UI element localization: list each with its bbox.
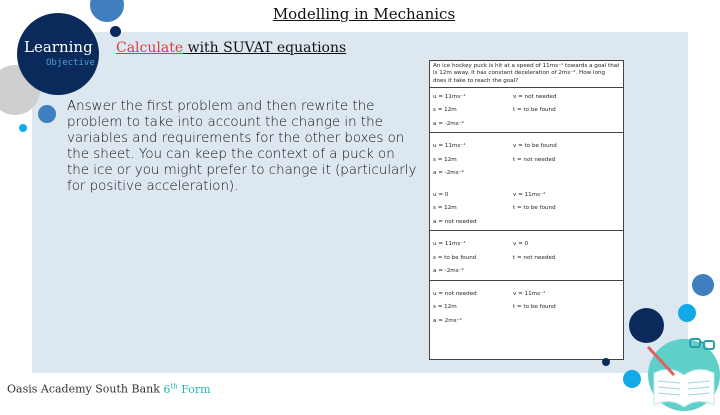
title-text: Modelling in Mechanics	[272, 5, 456, 23]
box1-s: s = 12m	[433, 107, 457, 114]
box3-a: a = not needed	[433, 218, 477, 225]
decor-circle-cyan-small	[19, 124, 27, 132]
box2-u: u = 11ms⁻¹	[433, 143, 466, 150]
box4-t: t = not needed	[513, 254, 556, 261]
footer-form	[163, 383, 210, 396]
box1-u: u = 11ms⁻¹	[433, 93, 466, 100]
instructions-text: Answer the first problem and then rewrite the problem to take into account the change in the variables and requirements for the other boxes on the sheet. You can keep the context of a puck on the ice or you might prefer to change it (particularly for positive acceleration).	[67, 99, 417, 194]
box1-t: t = to be found	[513, 107, 556, 114]
box3-u: u = 0	[433, 191, 449, 198]
footer-ordinal-sup: th	[170, 382, 178, 390]
box4-s: s = to be found	[433, 254, 477, 261]
box2-t: t = not needed	[513, 156, 556, 163]
suvat-box-4	[430, 231, 623, 281]
worksheet	[429, 60, 624, 360]
learning-objective-text	[116, 40, 346, 56]
decor-circle-blue-mid	[38, 105, 56, 123]
footer-ordinal: 6	[163, 382, 171, 396]
decor-circle-cyan-right	[678, 304, 696, 322]
box4-u: u = 11ms⁻¹	[433, 241, 466, 248]
objective-verb: Calculate	[116, 40, 184, 56]
box3-v: v = 11ms⁻¹	[513, 191, 546, 198]
box4-v: v = 0	[513, 241, 529, 248]
box3-s: s = 12m	[433, 205, 457, 212]
book-illustration-icon	[646, 335, 720, 411]
badge-learning-label: Learning	[24, 38, 93, 56]
box1-a: a = -2ms⁻²	[433, 120, 464, 127]
suvat-box-1	[430, 88, 623, 134]
page-title	[0, 5, 720, 23]
box5-u: u = not needed	[433, 290, 477, 297]
decor-circle-navy-dot	[602, 358, 610, 366]
badge-objective-label: Objective	[46, 58, 95, 68]
box5-s: s = 12m	[433, 304, 457, 311]
box2-s: s = 12m	[433, 156, 457, 163]
box5-t: t = to be found	[513, 304, 556, 311]
box2-v: v = to be found	[513, 143, 557, 150]
box4-a: a = -2ms⁻²	[433, 268, 464, 275]
box5-a: a = 2ms⁻²	[433, 317, 462, 324]
box5-v: v = 11ms⁻¹	[513, 290, 546, 297]
suvat-box-5	[430, 281, 623, 330]
decor-circle-cyan-bottom	[623, 370, 641, 388]
box3-t: t = to be found	[513, 205, 556, 212]
box2-a: a = -2ms⁻²	[433, 170, 464, 177]
objective-rest: with SUVAT equations	[183, 40, 347, 56]
decor-circle-blue-right	[692, 274, 714, 296]
footer	[7, 382, 211, 396]
box1-v: v = not needed	[513, 93, 557, 100]
worksheet-question: An ice hockey puck is hit at a speed of 11ms⁻¹ towards a goal that is 12m away. It has constant deceleration of 2ms⁻². How long does it take to reach the goal?	[430, 61, 623, 88]
suvat-box-2	[430, 133, 623, 231]
footer-form-label: Form	[177, 382, 211, 396]
footer-school: Oasis Academy South Bank	[7, 382, 164, 396]
decor-circle-navy-small	[110, 26, 121, 37]
